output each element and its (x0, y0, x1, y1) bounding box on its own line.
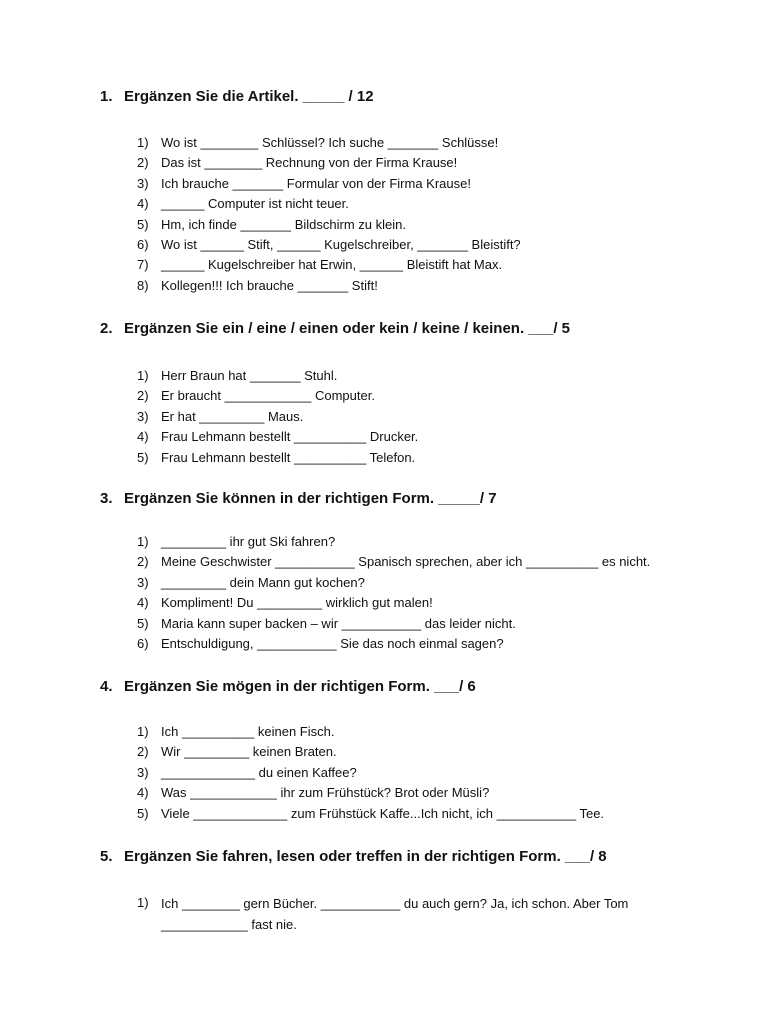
exercise-title: Ergänzen Sie ein / eine / einen oder kein / keine / keinen. ___/ 5 (124, 320, 571, 337)
item-number: 6) (137, 236, 149, 252)
exercise-number: 2. (100, 320, 113, 337)
item-number: 6) (137, 635, 149, 651)
exercise-item (0, 743, 768, 763)
item-text: Kompliment! Du _________ wirklich gut malen! (161, 595, 433, 611)
item-text: Herr Braun hat _______ Stuhl. (161, 368, 338, 383)
item-number: 8) (137, 277, 149, 293)
exercise-items (0, 533, 768, 655)
exercise-item (0, 428, 768, 448)
item-number: 1) (137, 368, 149, 383)
item-text: Maria kann super backen – wir ___________ das leider nicht. (161, 615, 516, 631)
exercise-item (0, 723, 768, 743)
exercise-item (0, 387, 768, 407)
exercise-item (0, 449, 768, 469)
item-text: Was ____________ ihr zum Frühstück? Brot oder Müsli? (161, 785, 490, 801)
item-text: Ich ________ gern Bücher. ___________ du auch gern? Ja, ich schon. Aber Tom ____________ fast nie. (161, 896, 629, 932)
exercise-item (0, 615, 768, 635)
item-number: 2) (137, 554, 149, 570)
item-number: 1) (137, 534, 149, 549)
exercise-item (0, 195, 768, 215)
item-number: 1) (137, 724, 149, 739)
exercise-item (0, 408, 768, 428)
item-text: Viele _____________ zum Frühstück Kaffe...Ich nicht, ich ___________ Tee. (161, 805, 605, 821)
exercise-heading (100, 320, 570, 338)
exercise-heading (100, 88, 374, 106)
exercise-heading (100, 848, 607, 866)
item-text: Das ist ________ Rechnung von der Firma Krause! (161, 155, 458, 171)
item-number: 4) (137, 785, 149, 801)
exercise-item (0, 635, 768, 655)
item-number: 5) (137, 216, 149, 232)
exercise-title: Ergänzen Sie mögen in der richtigen Form. ___/ 6 (124, 678, 476, 695)
item-number: 4) (137, 196, 149, 212)
item-number: 3) (137, 764, 149, 780)
exercise-item (0, 594, 768, 614)
exercise-item (0, 533, 768, 553)
item-number: 7) (137, 257, 149, 273)
item-number: 4) (137, 595, 149, 611)
exercise-title: Ergänzen Sie fahren, lesen oder treffen in der richtigen Form. ___/ 8 (124, 848, 607, 865)
item-number: 2) (137, 388, 149, 404)
exercise-item (0, 784, 768, 804)
item-text: Meine Geschwister ___________ Spanisch sprechen, aber ich __________ es nicht. (161, 554, 651, 570)
exercise-items (0, 894, 768, 938)
exercise-item (0, 236, 768, 256)
item-number: 1) (137, 135, 149, 150)
exercise-items (0, 134, 768, 297)
item-text: Wir _________ keinen Braten. (161, 744, 337, 760)
item-number: 2) (137, 744, 149, 760)
item-text: _________ ihr gut Ski fahren? (161, 534, 336, 549)
exercise-item (0, 894, 768, 938)
item-text: _________ dein Mann gut kochen? (161, 574, 365, 590)
item-text: Frau Lehmann bestellt __________ Telefon. (161, 449, 416, 465)
exercise-item (0, 805, 768, 825)
item-text: ______ Computer ist nicht teuer. (161, 196, 349, 212)
item-number: 1) (137, 895, 149, 910)
exercise-item (0, 553, 768, 573)
exercise-item (0, 764, 768, 784)
item-text: Er hat _________ Maus. (161, 408, 304, 424)
exercise-title: Ergänzen Sie können in der richtigen Form. _____/ 7 (124, 490, 497, 507)
item-number: 5) (137, 615, 149, 631)
exercise-heading (100, 490, 497, 508)
exercise-item (0, 367, 768, 387)
item-number: 3) (137, 175, 149, 191)
exercise-number: 4. (100, 678, 113, 695)
item-text: Hm, ich finde _______ Bildschirm zu klein. (161, 216, 406, 232)
item-number: 3) (137, 574, 149, 590)
exercise-title: Ergänzen Sie die Artikel. _____ / 12 (124, 88, 374, 105)
exercise-item (0, 175, 768, 195)
exercise-number: 1. (100, 88, 113, 105)
exercise-item (0, 134, 768, 154)
exercise-item (0, 574, 768, 594)
exercise-item (0, 216, 768, 236)
item-text: Er braucht ____________ Computer. (161, 388, 375, 404)
item-text: Entschuldigung, ___________ Sie das noch einmal sagen? (161, 635, 504, 651)
item-text: Frau Lehmann bestellt __________ Drucker. (161, 429, 419, 445)
item-text: _____________ du einen Kaffee? (161, 764, 357, 780)
exercise-item (0, 256, 768, 276)
exercise-number: 3. (100, 490, 113, 507)
item-text: Kollegen!!! Ich brauche _______ Stift! (161, 277, 378, 293)
exercise-item (0, 154, 768, 174)
item-number: 4) (137, 429, 149, 445)
exercise-item (0, 277, 768, 297)
item-number: 5) (137, 805, 149, 821)
item-number: 5) (137, 449, 149, 465)
item-number: 3) (137, 408, 149, 424)
item-text: ______ Kugelschreiber hat Erwin, ______ Bleistift hat Max. (161, 257, 503, 273)
exercise-items (0, 367, 768, 469)
item-text: Ich brauche _______ Formular von der Firma Krause! (161, 175, 471, 191)
item-text: Wo ist ________ Schlüssel? Ich suche _______ Schlüsse! (161, 135, 499, 150)
item-number: 2) (137, 155, 149, 171)
exercise-number: 5. (100, 848, 113, 865)
item-text: Wo ist ______ Stift, ______ Kugelschreiber, _______ Bleistift? (161, 236, 521, 252)
item-text: Ich __________ keinen Fisch. (161, 724, 335, 739)
exercise-heading (100, 678, 476, 696)
exercise-items (0, 723, 768, 825)
